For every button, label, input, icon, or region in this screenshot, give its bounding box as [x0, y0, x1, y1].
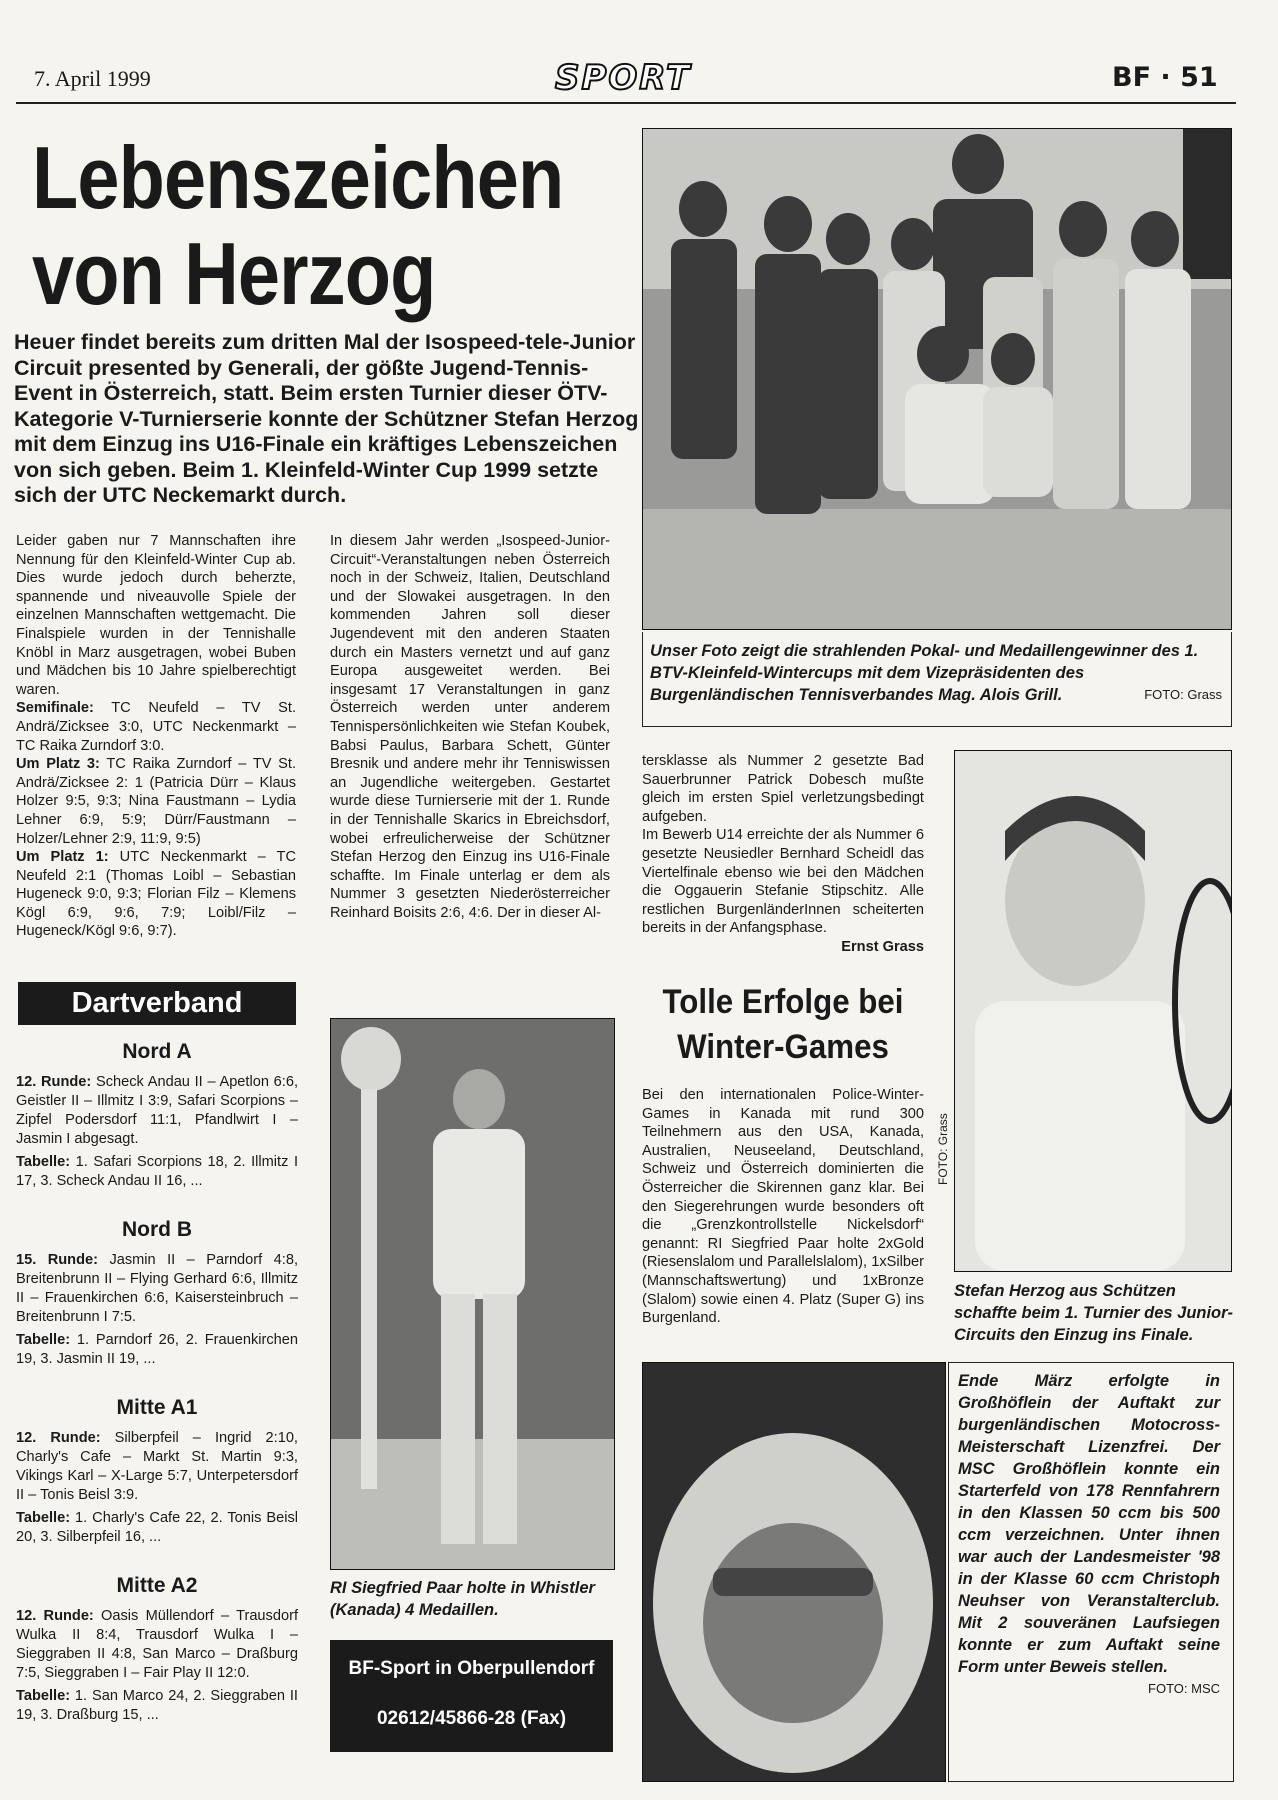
standings [16, 1331, 298, 1369]
motocross-text [958, 1370, 1220, 1700]
dart-group-nord-a [16, 1042, 298, 1195]
winter-games-body [642, 1086, 924, 1328]
body-paragraph: Leider gaben nur 7 Mannschaften ihre Nennung für den Kleinfeld-Winter Cup ab. Dies wurde jedoch durch beherzte, spannende und niveauvolle Spiele der einzelnen Mannschaften wettgemacht. Die Finalspiele wurden in der Tennishalle Knöbl in Marz ausgetragen, wobei Buben und Mädchen bis 10 Jahre spielberechtigt waren. [16, 533, 296, 698]
page-number: BF · 51 [1112, 62, 1218, 93]
result-platz-1 [16, 848, 296, 941]
article-column-2 [330, 532, 610, 922]
body-paragraph: Im Bewerb U14 erreichte der als Nummer 6 gesetzte Neusiedler Bernhard Scheidl das Viertelfinale ebenso wie bei den Mädchen die Oggauerin Stefanie Stipschitz. Alle restlichen BurgenländerInnen scheiterten bereits in der Anfangsphase. [642, 827, 924, 937]
result-text: UTC Neckenmarkt – TC Neufeld 2:1 (Thomas Loibl – Sebastian Hugeneck 9:0, 9:3; Florian Filz – Klemens Kögl 6:9, 9:6, 7:9; Loibl/Filz – Hugeneck/Kögl 9:6, 9:7). [16, 849, 297, 940]
headline-lebenszeichen: Lebenszeichen von Herzog [32, 128, 564, 323]
group-title: Nord B [122, 1218, 192, 1241]
table-label: Tabelle: [16, 1688, 71, 1704]
result-platz-3 [16, 755, 296, 848]
standings [16, 1509, 298, 1547]
table-text: 1. Safari Scorpions 18, 2. Illmitz I 17, 3. Scheck Andau II 16, ... [16, 1154, 298, 1189]
portrait-caption: Stefan Herzog aus Schützen schaffte beim 1. Turnier des Junior-Circuits den Einzug ins Finale. [954, 1282, 1234, 1344]
group-title: Mitte A2 [116, 1574, 198, 1597]
skier-photo [330, 1018, 615, 1570]
group-title: Nord A [122, 1040, 192, 1063]
table-label: Tabelle: [16, 1154, 71, 1170]
result-label: Um Platz 3: [16, 756, 100, 773]
portrait-photo [954, 750, 1232, 1272]
body-paragraph: tersklasse als Nummer 2 gesetzte Bad Sauerbrunner Patrick Dobesch mußte gleich im ersten Spiel verletzungsbedingt aufgeben. [642, 753, 924, 825]
round-results [16, 1429, 298, 1505]
issue-date: 7. April 1999 [34, 66, 151, 91]
dart-group-mitte-a2 [16, 1576, 298, 1729]
author-name: Ernst Grass [841, 938, 924, 955]
article-column-3 [642, 752, 924, 957]
table-text: 1. Charly's Cafe 22, 2. Tonis Beisl 20, 3. Silberpfeil 16, ... [16, 1510, 298, 1545]
table-label: Tabelle: [16, 1510, 71, 1526]
dart-group-mitte-a1 [16, 1398, 298, 1551]
body-paragraph: Bei den internationalen Police-Winter-Games in Kanada mit rund 300 Teilnehmern aus den USA, Kanada, Australien, Neuseeland, Deutschland, Schweiz und Österreich dominierten die Österreicher die Skirennen ganz klar. Bei den Siegerehrungen wurde besonders oft die „Grenzkontrollstelle Nickelsdorf“ genannt: RI Siegfried Paar holte 2xGold (Riesenslalom und Parallelslalom), 1xSilber (Mannschaftswertung) und 1xBronze (Slalom) sowie einen 4. Platz (Super G) ins Burgenland. [642, 1087, 924, 1327]
round-text: Jasmin II – Parndorf 4:8, Breitenbrunn II – Flying Gerhard 6:6, Illmitz II – Frauenkirchen 6:6, Kaisersteinbruch – Breitenbrunn I 7:5. [16, 1252, 298, 1325]
round-results [16, 1607, 298, 1683]
team-photo [642, 128, 1232, 630]
standings [16, 1153, 298, 1191]
round-label: 12. Runde: [16, 1430, 101, 1446]
article-column-1 [16, 532, 296, 941]
dart-group-nord-b [16, 1220, 298, 1373]
contact-fax: 02612/45866-28 (Fax) [376, 1708, 567, 1729]
round-label: 12. Runde: [16, 1074, 92, 1090]
group-title: Mitte A1 [116, 1396, 198, 1419]
result-semifinale [16, 699, 296, 755]
round-text: Oasis Müllendorf – Trausdorf Wulka II 8:4, Trausdorf Wulka I – Sieggraben II 4:8, San Marco – Draßburg 7:5, Sieggraben I – Fair Play II 12:0. [16, 1608, 298, 1681]
motocross-body: Ende März erfolgte in Großhöflein der Auftakt zur burgenländischen Motocross-Meisterschaft Lizenzfrei. Der MSC Großhöflein konnte ein Starterfeld von 178 Rennfahrern in den Klassen 50 ccm bis 500 ccm verzeichnen. Unter ihnen war auch der Landesmeister '98 in der Klasse 60 ccm Christoph Neuhser von Veranstalterclub. Mit 2 souveränen Laufsiegen konnte er zum Auftakt seine Form unter Beweis stellen. [958, 1372, 1220, 1676]
round-label: 15. Runde: [16, 1252, 98, 1268]
table-label: Tabelle: [16, 1332, 71, 1348]
contact-box [330, 1640, 613, 1752]
round-results [16, 1073, 298, 1149]
round-results [16, 1251, 298, 1327]
table-text: 1. Parndorf 26, 2. Frauenkirchen 19, 3. Jasmin II 19, ... [16, 1332, 298, 1367]
caption-frame [642, 632, 1232, 727]
motocross-photo [642, 1362, 946, 1782]
team-photo-image [643, 129, 1231, 629]
dartverband-title: Dartverband [18, 982, 296, 1025]
round-text: Scheck Andau II – Apetlon 6:6, Geistler II – Illmitz I 3:9, Safari Scorpions – Zipfel Podersdorf 11:1, Pfandlwirt I – Jasmin I abgesagt. [16, 1074, 298, 1147]
contact-title: BF-Sport in Oberpullendorf [348, 1658, 595, 1679]
result-label: Um Platz 1: [16, 849, 109, 866]
portrait-photo-credit: FOTO: Grass [936, 1113, 950, 1185]
skier-image [331, 1019, 614, 1569]
skier-photo-caption: RI Siegfried Paar holte in Whistler (Kanada) 4 Medaillen. [330, 1579, 595, 1619]
lead-paragraph: Heuer findet bereits zum dritten Mal der Isospeed-tele-Junior Circuit presented by Generali, der gößte Jugend-Tennis-Event in Österreich, statt. Beim ersten Turnier dieser ÖTV-Kategorie V-Turnierserie konnte der Schützner Stefan Herzog mit dem Einzug ins U16-Finale ein kräftiges Lebenszeichen von sich geben. Beim 1. Kleinfeld-Winter Cup 1999 setzte sich der UTC Neckemarkt durch. [14, 330, 639, 507]
photo-credit: FOTO: MSC [1148, 1681, 1220, 1696]
headline-winter-games: Tolle Erfolge bei Winter-Games [662, 983, 904, 1066]
caption-text: Unser Foto zeigt die strahlenden Pokal- und Medaillengewinner des 1. BTV-Kleinfeld-Wintercups mit dem Vizepräsidenten des Burgenländischen Tennisverbandes Mag. Alois Grill. [650, 642, 1199, 704]
result-label: Semifinale: [16, 700, 94, 717]
result-text: TC Raika Zurndorf – TV St. Andrä/Zicksee 2: 1 (Patricia Dürr – Klaus Holzer 9:5, 9:3; Nina Faustmann – Lydia Lehner 6:9, 5:9; Dürr/Faustmann – Holzer/Lehner 2:9, 11:9, 9:5) [16, 756, 296, 847]
round-label: 12. Runde: [16, 1608, 94, 1624]
body-paragraph: In diesem Jahr werden „Isospeed-Junior-Circuit“-Veranstaltungen neben Österreich noch in der Schweiz, Italien, Deutschland und der Slowakei ausgetragen. In den kommenden Jahren soll dieser Jugendevent mit den anderen Staaten durch ein Masters vernetzt und auf ganz Europa ausgeweitet werden. Bei insgesamt 17 Veranstaltungen in ganz Österreich werden unter anderem Tennispersönlichkeiten wie Stefan Koubek, Babsi Paulus, Barbara Schett, Günter Bresnik und andere mehr ihr Tenniswissen an Jugendliche weitergeben. Gestartet wurde diese Turnierserie mit der 1. Runde in der Tennishalle Skarics in Ebreichsdorf, wobei erfreulicherweise der Schützner Stefan Herzog den Einzug ins U16-Finale schaffte. Im Finale unterlag er dem als Nummer 3 gesetzten Niederösterreicher Reinhard Boisits 2:6, 4:6. Der in dieser Al- [330, 533, 610, 921]
section-title: SPORT [555, 58, 692, 98]
motocross-image [643, 1363, 945, 1781]
photo-credit: FOTO: Grass [1144, 687, 1222, 702]
table-text: 1. San Marco 24, 2. Sieggraben II 19, 3. Draßburg 15, ... [16, 1688, 298, 1723]
result-text: TC Neufeld – TV St. Andrä/Zicksee 3:0, UTC Neckenmarkt – TC Raika Zurndorf 3:0. [16, 700, 296, 754]
standings [16, 1687, 298, 1725]
round-text: Silberpfeil – Ingrid 2:10, Charly's Cafe – Markt St. Martin 9:3, Vikings Karl – X-Large 5:7, Unterpetersdorf II – Tonis Beisl 3:9. [16, 1430, 298, 1503]
portrait-image [955, 751, 1231, 1271]
header-rule [16, 102, 1236, 104]
